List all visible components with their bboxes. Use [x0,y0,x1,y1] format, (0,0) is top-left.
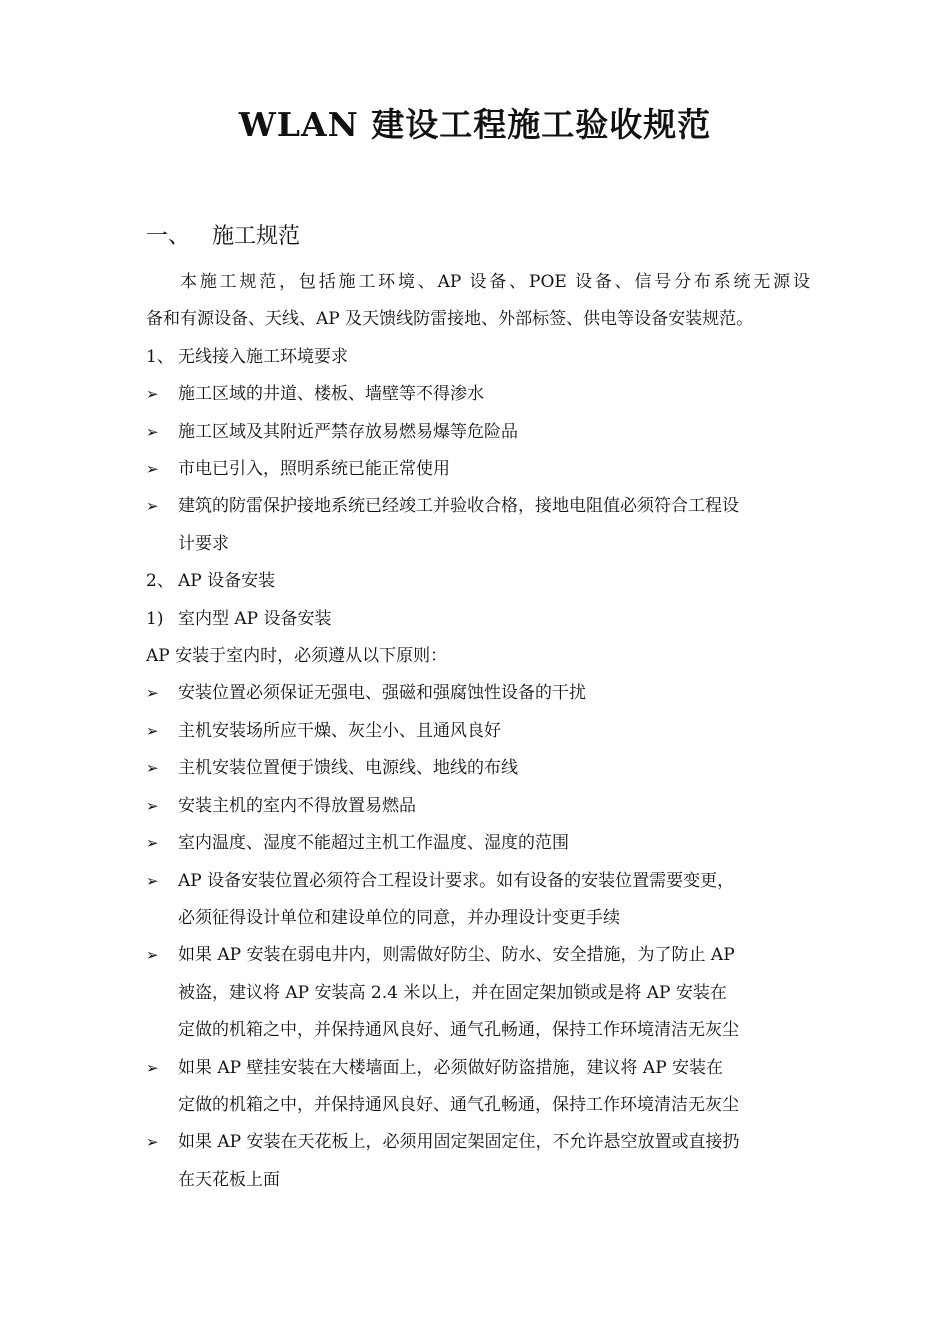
bullet-arrow-icon: ➢ [146,1133,159,1152]
list-item-continuation: 定做的机箱之中，并保持通风良好、通气孔畅通，保持工作环境清洁无灰尘 [178,1020,739,1041]
subsection-label: AP 设备安装 [178,571,276,592]
bullet-arrow-icon: ➢ [146,385,159,404]
bullet-arrow-icon: ➢ [146,721,159,740]
bullet-arrow-icon: ➢ [146,834,159,853]
subsection-number: 1) [146,608,164,629]
bullet-arrow-icon: ➢ [146,497,159,516]
list-item-continuation: 在天花板上面 [178,1169,280,1190]
subsection-1 [146,339,810,376]
section-heading [146,220,300,254]
bullet-arrow-icon: ➢ [146,460,159,479]
list-item: ➢ 主机安装场所应干燥、灰尘小、且通风良好 [146,713,810,750]
list-item: ➢ 如果 AP 壁挂安装在大楼墙面上，必须做好防盗措施，建议将 AP 安装在 [146,1050,810,1087]
list-item: ➢ 施工区域的井道、楼板、墙壁等不得渗水 [146,376,810,413]
bullet-arrow-icon: ➢ [146,946,159,965]
bullet-arrow-icon: ➢ [146,796,159,815]
list-item: ➢ 如果 AP 安装在弱电井内，则需做好防尘、防水、安全措施，为了防止 AP [146,937,810,974]
list-item-continuation: 计要求 [178,533,229,554]
list-item: ➢ 主机安装位置便于馈线、电源线、地线的布线 [146,750,810,787]
document-title: WLAN 建设工程施工验收规范 [238,105,712,144]
bullet-arrow-icon: ➢ [146,422,159,441]
subsection-number: 2、 [146,571,174,592]
intro-paragraph-line-1: 本施工规范，包括施工环境、AP 设备、POE 设备、信号分布系统无源设 [180,272,810,292]
bullet-arrow-icon: ➢ [146,684,159,703]
bullet-arrow-icon: ➢ [146,871,159,890]
subsection-label: 无线接入施工环境要求 [178,346,348,367]
list-item: ➢ 安装主机的室内不得放置易燃品 [146,788,810,825]
list-item: ➢ 安装位置必须保证无强电、强磁和强腐蚀性设备的干扰 [146,675,810,712]
list-item: ➢ 室内温度、湿度不能超过主机工作温度、湿度的范围 [146,825,810,862]
bullet-arrow-icon: ➢ [146,1058,159,1077]
list-item: ➢ 施工区域及其附近严禁存放易燃易爆等危险品 [146,414,810,451]
list-item: ➢ AP 设备安装位置必须符合工程设计要求。如有设备的安装位置需要变更， [146,863,810,900]
list-item-continuation: 定做的机箱之中，并保持通风良好、通气孔畅通，保持工作环境清洁无灰尘 [178,1094,739,1115]
list-item-continuation: 必须征得设计单位和建设单位的同意，并办理设计变更手续 [178,907,620,928]
subsection-2-1 [146,601,810,638]
list-item: ➢ 市电已引入，照明系统已能正常使用 [146,451,810,488]
subsection-2 [146,563,810,600]
section-number: 一、 [146,224,191,249]
intro-paragraph-line-2: 备和有源设备、天线、AP 及天馈线防雷接地、外部标签、供电等设备安装规范。 [146,309,754,330]
subsection-label: 室内型 AP 设备安装 [178,608,332,629]
list-item: ➢ 建筑的防雷保护接地系统已经竣工并验收合格，接地电阻值必须符合工程设 [146,488,810,525]
section-title: 施工规范 [212,224,301,249]
document-body [146,264,810,1199]
bullet-arrow-icon: ➢ [146,759,159,778]
list-item: ➢ 如果 AP 安装在天花板上，必须用固定架固定住，不允许悬空放置或直接扔 [146,1124,810,1161]
subsection-number: 1、 [146,346,174,367]
ap-principle-text: AP 安装于室内时，必须遵从以下原则： [146,646,448,667]
list-item-continuation: 被盗，建议将 AP 安装高 2.4 米以上，并在固定架加锁或是将 AP 安装在 [178,982,727,1003]
